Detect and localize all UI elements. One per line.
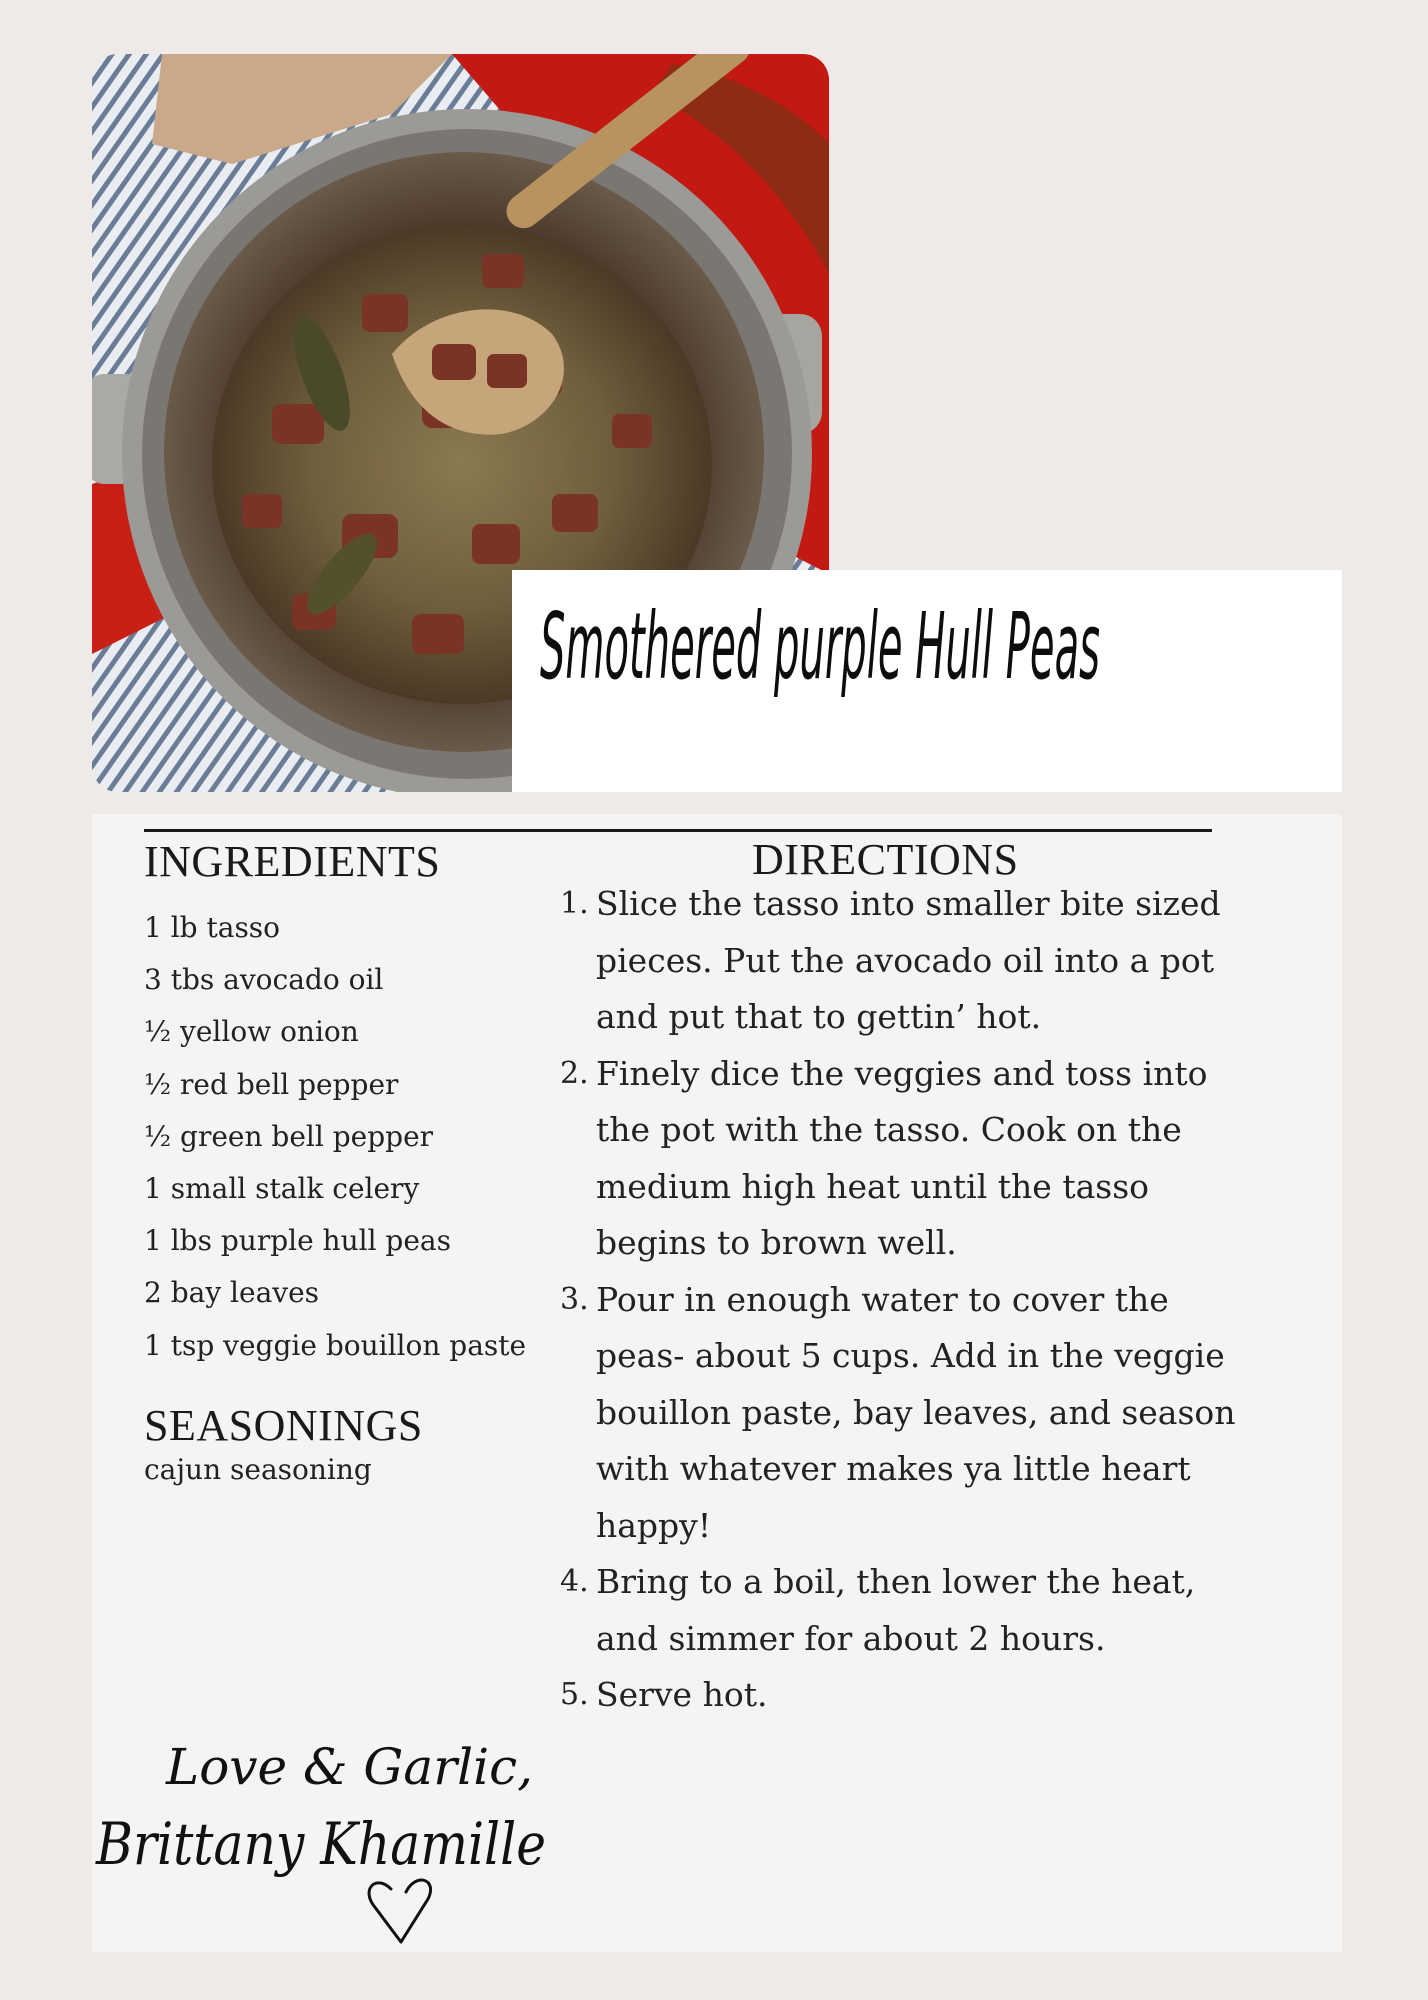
signature-line-2: Brittany Khamille: [95, 1810, 547, 1878]
ingredients-heading: INGREDIENTS: [144, 837, 441, 886]
top-divider: [144, 829, 1212, 832]
ingredient-item: 1 small stalk celery: [144, 1171, 420, 1205]
handwritten-signature: [56, 1714, 576, 1954]
direction-step: [562, 1272, 1262, 1555]
direction-step: [562, 1667, 1262, 1724]
ingredient-item: 3 tbs avocado oil: [144, 963, 384, 997]
step-text: Finely dice the veggies and toss into the pot with the tasso. Cook on the medium high heat until the tasso begins to brown well.: [596, 1053, 1208, 1262]
heart-icon: [369, 1880, 431, 1942]
step-number: 4.: [560, 1564, 589, 1599]
direction-step: [562, 1554, 1262, 1667]
signature-line-1: Love & Garlic,: [166, 1738, 533, 1796]
direction-step: [562, 1046, 1262, 1272]
ingredient-item: 2 bay leaves: [144, 1276, 320, 1310]
handwritten-title: [512, 570, 1342, 792]
step-number: 3.: [560, 1281, 589, 1317]
step-number: 5.: [560, 1677, 589, 1712]
step-text: Pour in enough water to cover the peas- about 5 cups. Add in the veggie bouillon paste, bay leaves, and season with whatever makes ya little heart happy!: [596, 1279, 1236, 1545]
ingredient-item: 1 lb tasso: [144, 911, 281, 944]
ingredient-item: ½ yellow onion: [144, 1015, 359, 1049]
step-text: Slice the tasso into smaller bite sized pieces. Put the avocado oil into a pot and put that to gettin’ hot.: [596, 884, 1221, 1036]
ingredient-item: 1 tsp veggie bouillon paste: [144, 1328, 527, 1362]
step-number: 2.: [560, 1055, 589, 1091]
step-number: 1.: [560, 886, 589, 921]
directions-heading: DIRECTIONS: [752, 835, 1019, 884]
direction-list: [562, 876, 1262, 1724]
title-card: [512, 570, 1342, 792]
recipe-card: [92, 814, 1342, 1952]
signature: [56, 1714, 576, 1954]
step-text: Bring to a boil, then lower the heat, and simmer for about 2 hours.: [596, 1562, 1196, 1658]
step-text: Serve hot.: [596, 1675, 768, 1714]
seasoning-text: cajun seasoning: [144, 1453, 372, 1486]
ingredient-item: 1 lbs purple hull peas: [144, 1224, 451, 1258]
ingredient-list: [144, 902, 526, 1372]
ingredient-item: ½ red bell pepper: [144, 1067, 399, 1101]
direction-step: [562, 876, 1262, 1046]
ingredient-item: ½ green bell pepper: [144, 1119, 434, 1153]
recipe-title: Smothered purple Hull Peas: [540, 593, 1100, 700]
seasonings-heading: SEASONINGS: [144, 1401, 423, 1450]
